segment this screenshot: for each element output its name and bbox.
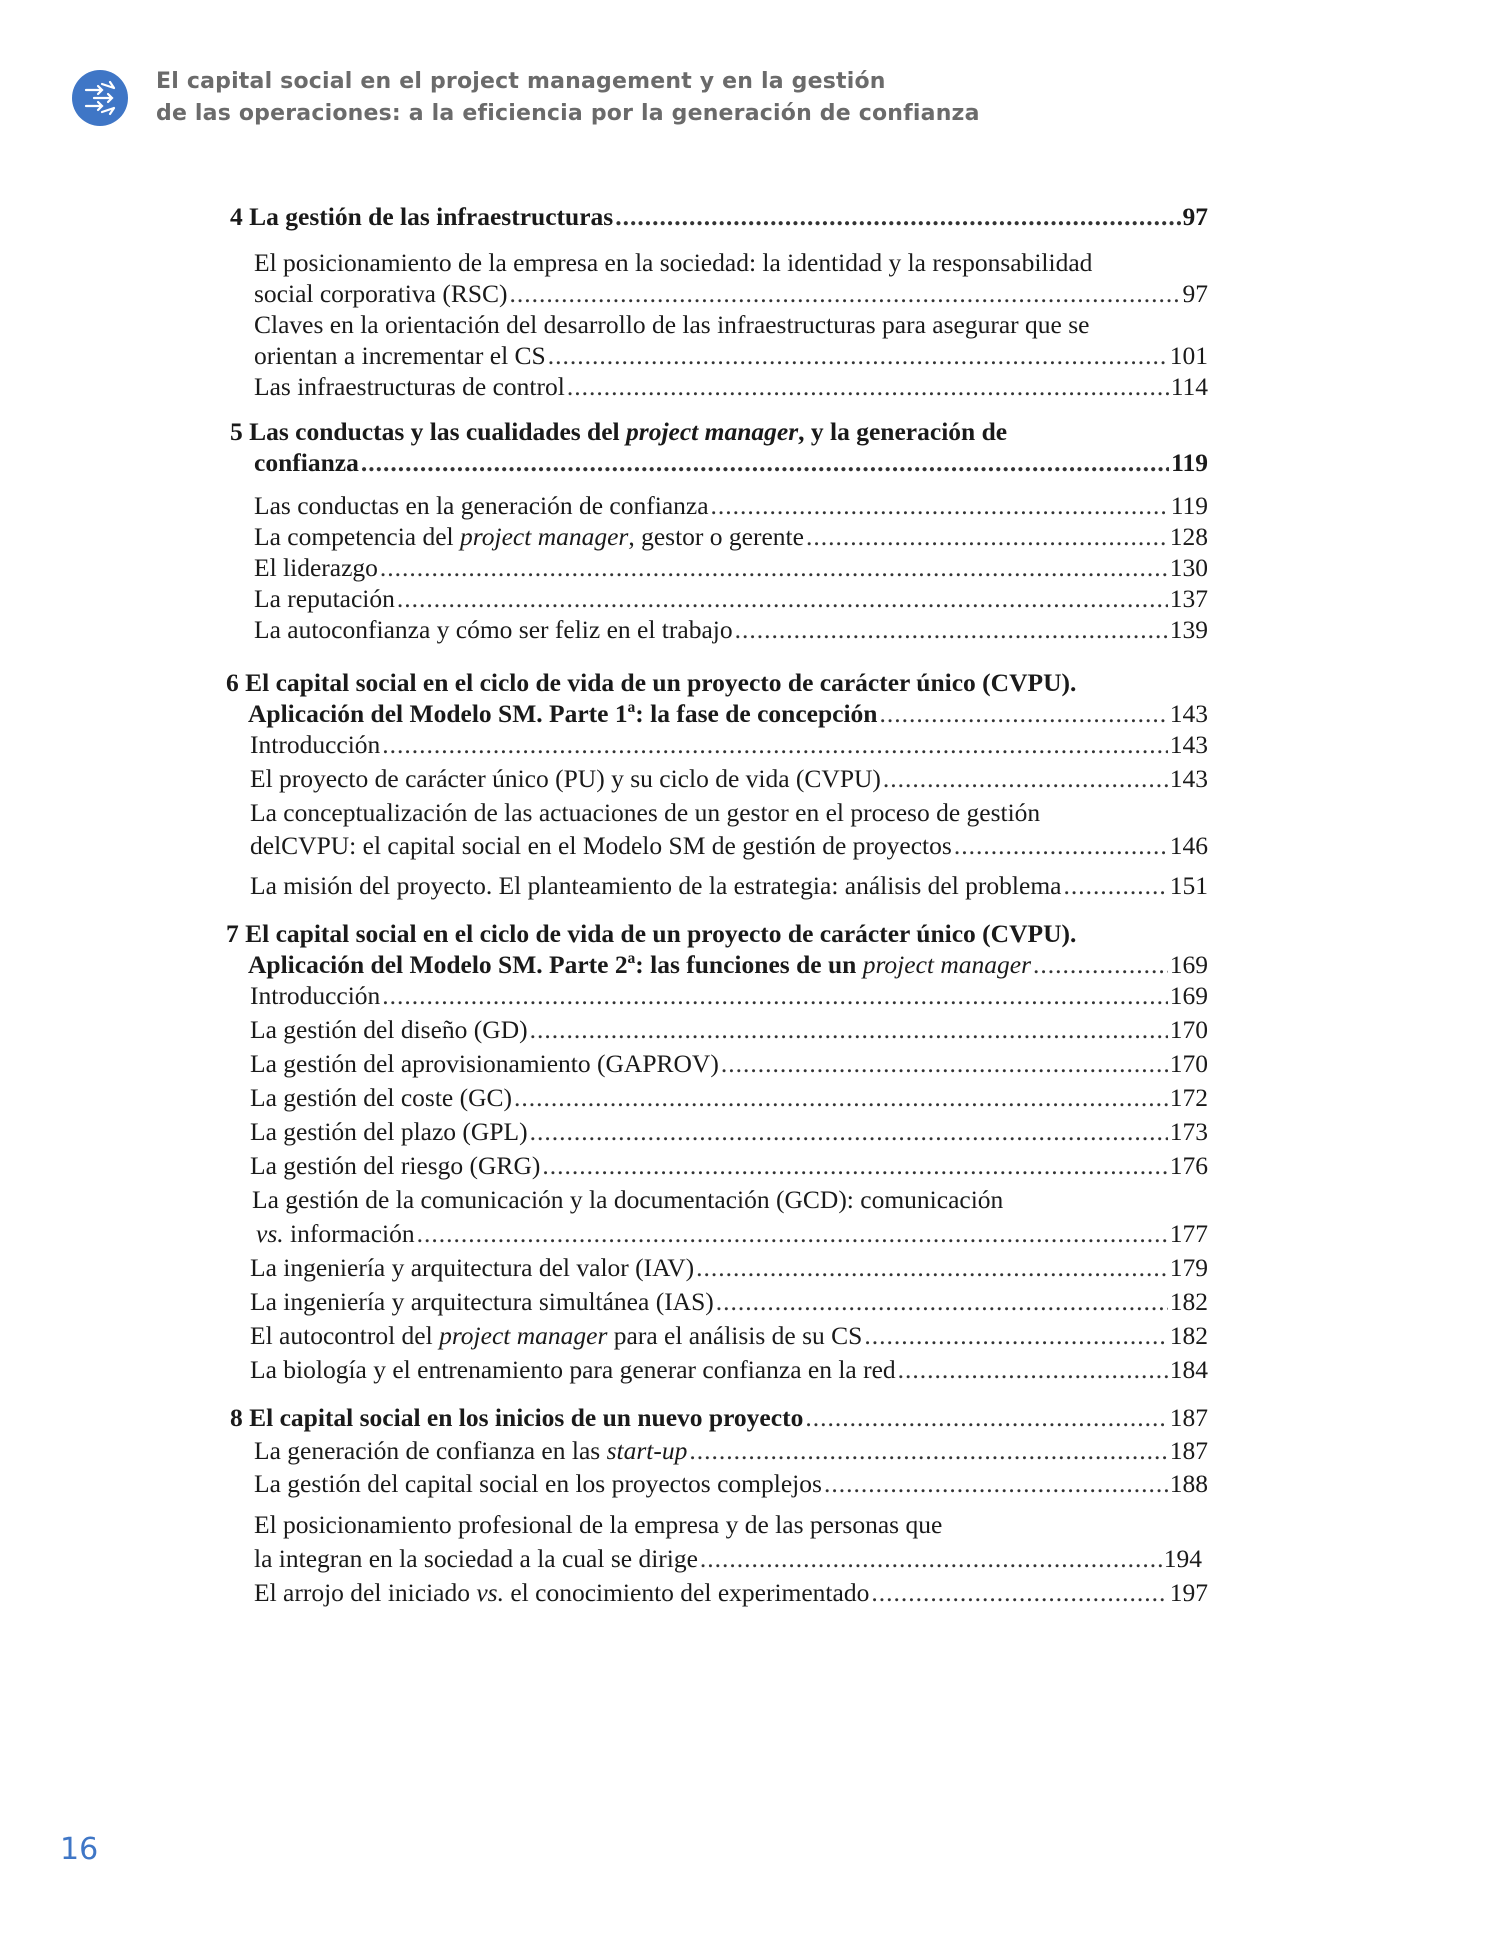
toc-page: 114: [1170, 372, 1208, 401]
toc-title-italic: start-up: [606, 1436, 688, 1465]
toc-page: 179: [1169, 1253, 1208, 1282]
toc-title-line: [256, 1219, 415, 1249]
toc-leader: [711, 491, 1169, 521]
toc-leader: [883, 764, 1168, 794]
toc-title: 4 La gestión de las infraestructuras: [230, 202, 614, 231]
toc-leader: [700, 1544, 1162, 1574]
toc-title-line: La conceptualización de las actuaciones de un gestor en el proceso de gestión: [250, 798, 1041, 827]
toc-entry[interactable]: [230, 1436, 1208, 1469]
toc-leader: [510, 279, 1181, 309]
toc-page: 139: [1169, 615, 1208, 644]
toc-leader: [1033, 950, 1168, 980]
toc-leader: [542, 1151, 1167, 1181]
toc-title: Las conductas en la generación de confianza: [254, 491, 709, 520]
toc-title: Introducción: [250, 730, 381, 759]
toc-leader: [721, 1049, 1168, 1079]
toc-page: 169: [1169, 950, 1208, 979]
toc-page: 188: [1169, 1469, 1208, 1498]
toc-entry[interactable]: [230, 248, 1208, 310]
toc-leader: [397, 584, 1168, 614]
toc-page: 182: [1169, 1321, 1208, 1350]
page-number: 16: [60, 1832, 99, 1867]
toc-title-italic: vs.: [476, 1578, 504, 1607]
toc-title-line: Claves en la orientación del desarrollo de las infraestructuras para asegurar que se: [254, 310, 1090, 339]
toc-title: [254, 1578, 869, 1608]
toc-title: La biología y el entrenamiento para generar confianza en la red: [250, 1355, 896, 1384]
toc-title: El proyecto de carácter único (PU) y su ciclo de vida (CVPU): [250, 764, 881, 793]
toc-page: 143: [1169, 730, 1208, 759]
toc-title-line: confianza: [254, 448, 359, 477]
toc-entry[interactable]: [230, 764, 1208, 798]
toc-chapter-7[interactable]: [226, 919, 1208, 981]
toc-entry[interactable]: [230, 798, 1208, 871]
toc-title-italic: vs.: [256, 1219, 284, 1248]
toc-title-line: orientan a incrementar el CS: [254, 341, 546, 370]
toc-leader: [382, 981, 1167, 1011]
toc-entry[interactable]: [230, 1321, 1208, 1355]
toc-leader: [871, 1578, 1167, 1608]
toc-title-part: La competencia del: [254, 522, 461, 551]
toc-entry[interactable]: [230, 1253, 1208, 1287]
toc-page: 177: [1169, 1219, 1208, 1248]
toc-title: La autoconfianza y cómo ser feliz en el trabajo: [254, 615, 733, 644]
toc-title-part: , gestor o gerente: [628, 522, 804, 551]
toc-leader: [879, 699, 1167, 729]
toc-entry[interactable]: [230, 1151, 1208, 1185]
toc-leader: [805, 1403, 1167, 1433]
toc-title: La gestión del aprovisionamiento (GAPROV): [250, 1049, 719, 1078]
arrows-circle-icon: [72, 70, 128, 126]
toc-title-italic: project manager: [862, 950, 1032, 979]
toc-entry[interactable]: [230, 491, 1208, 522]
toc-entry[interactable]: [230, 1287, 1208, 1321]
toc-entry[interactable]: [230, 1083, 1208, 1117]
toc-title-part: La generación de confianza en las: [254, 1436, 607, 1465]
toc-title-part: para el análisis de su CS: [607, 1321, 863, 1350]
toc-page: 128: [1169, 522, 1208, 551]
toc-leader: [735, 615, 1168, 645]
toc-page: 197: [1169, 1578, 1208, 1607]
toc-page: 169: [1169, 981, 1208, 1010]
toc-title-line: El posicionamiento profesional de la empresa y de las personas que: [254, 1510, 943, 1539]
toc-leader: [530, 1015, 1168, 1045]
toc-page: 151: [1169, 871, 1208, 900]
toc-title-line: La gestión de la comunicación y la documentación (GCD): comunicación: [252, 1185, 1004, 1214]
toc-leader: [864, 1321, 1167, 1351]
toc-leader: [380, 553, 1168, 583]
toc-title-part: El autocontrol del: [250, 1321, 440, 1350]
toc-entry[interactable]: [230, 1049, 1208, 1083]
toc-title-part: , y la generación de: [798, 417, 1008, 446]
toc-leader: [567, 372, 1169, 402]
toc-leader: [417, 1219, 1168, 1249]
toc-page: 173: [1169, 1117, 1208, 1146]
toc-title: [254, 522, 804, 552]
toc-title: La ingeniería y arquitectura del valor (IAV): [250, 1253, 695, 1282]
toc-entry[interactable]: [230, 1015, 1208, 1049]
toc-leader: [806, 522, 1168, 552]
toc-leader: [824, 1469, 1168, 1499]
toc-title: El liderazgo: [254, 553, 378, 582]
toc-entry[interactable]: [230, 522, 1208, 553]
toc-page: 172: [1169, 1083, 1208, 1112]
toc-title: La gestión del diseño (GD): [250, 1015, 528, 1044]
toc-title: Las infraestructuras de control: [254, 372, 565, 401]
header-line-2: de las operaciones: a la eficiencia por la generación de confianza: [156, 101, 980, 126]
toc-title-part: 5 Las conductas y las cualidades del: [230, 417, 627, 446]
toc-page: 146: [1169, 831, 1208, 860]
header-line-1: El capital social en el project management y en la gestión: [156, 69, 886, 94]
toc-title-italic: project manager: [460, 522, 629, 551]
toc-entry[interactable]: [230, 1469, 1208, 1502]
toc-leader: [689, 1436, 1167, 1466]
toc-title: La gestión del plazo (GPL): [250, 1117, 528, 1146]
toc-leader: [898, 1355, 1168, 1385]
toc-entry[interactable]: [230, 871, 1208, 903]
toc-entry[interactable]: [230, 981, 1208, 1015]
table-of-contents: [226, 202, 1208, 1612]
toc-title-part: El arrojo del iniciado: [254, 1578, 477, 1607]
toc-title: La ingeniería y arquitectura simultánea (IAS): [250, 1287, 714, 1316]
toc-page: 97: [1182, 202, 1208, 231]
toc-title: [250, 1321, 862, 1351]
toc-page: 187: [1169, 1436, 1208, 1465]
toc-entry[interactable]: [230, 553, 1208, 584]
toc-page: 187: [1169, 1403, 1208, 1432]
toc-entry[interactable]: [230, 615, 1208, 646]
toc-leader: [696, 1253, 1168, 1283]
logo: [72, 70, 128, 126]
toc-entry[interactable]: [230, 1117, 1208, 1151]
toc-entry[interactable]: [230, 730, 1208, 764]
toc-title: [254, 1436, 687, 1466]
toc-entry[interactable]: [230, 310, 1208, 372]
toc-title-line: la integran en la sociedad a la cual se dirige: [254, 1544, 698, 1573]
toc-entry[interactable]: [230, 584, 1208, 615]
toc-title: La reputación: [254, 584, 395, 613]
toc-leader: [361, 448, 1169, 478]
toc-title-line: social corporativa (RSC): [254, 279, 508, 308]
toc-page: 194: [1163, 1544, 1202, 1573]
toc-chapter-6[interactable]: [226, 668, 1208, 730]
toc-leader: [954, 831, 1168, 861]
toc-page: 101: [1169, 341, 1208, 370]
toc-page: 170: [1169, 1049, 1208, 1078]
toc-title-line: 7 El capital social en el ciclo de vida de un proyecto de carácter único (CVPU).: [226, 919, 1077, 948]
toc-title-italic: project manager: [626, 417, 799, 446]
toc-page: 119: [1171, 448, 1208, 477]
toc-leader: [1063, 871, 1167, 901]
toc-page: 130: [1169, 553, 1208, 582]
toc-entry[interactable]: [230, 1185, 1208, 1253]
toc-title: La misión del proyecto. El planteamiento de la estrategia: análisis del problema: [250, 871, 1062, 900]
toc-entry[interactable]: [230, 1510, 1208, 1578]
toc-title-line: El posicionamiento de la empresa en la sociedad: la identidad y la responsabilidad: [254, 248, 1093, 277]
toc-title-part: Aplicación del Modelo SM. Parte 2ª: las funciones de un: [248, 950, 863, 979]
toc-page: 176: [1169, 1151, 1208, 1180]
toc-title: La gestión del riesgo (GRG): [250, 1151, 541, 1180]
toc-title-italic: project manager: [439, 1321, 608, 1350]
toc-page: 182: [1169, 1287, 1208, 1316]
toc-chapter-5[interactable]: [230, 417, 1208, 479]
toc-chapter-8[interactable]: [230, 1403, 1208, 1436]
toc-title-line: Aplicación del Modelo SM. Parte 1ª: la fase de concepción: [248, 699, 878, 728]
toc-page: 184: [1169, 1355, 1208, 1384]
toc-page: 137: [1169, 584, 1208, 613]
toc-leader: [382, 730, 1167, 760]
toc-entry[interactable]: [230, 1355, 1208, 1389]
toc-leader: [716, 1287, 1168, 1317]
toc-page: 119: [1170, 491, 1208, 520]
toc-page: 143: [1169, 699, 1208, 728]
toc-title-line: [248, 950, 1031, 980]
toc-title-part: el conocimiento del experimentado: [503, 1578, 870, 1607]
toc-page: 97: [1182, 279, 1208, 308]
toc-title: Introducción: [250, 981, 381, 1010]
toc-leader: [514, 1083, 1168, 1113]
toc-page: 143: [1169, 764, 1208, 793]
toc-title-line: delCVPU: el capital social en el Modelo SM de gestión de proyectos: [250, 831, 952, 860]
toc-entry[interactable]: [230, 372, 1208, 403]
toc-page: 170: [1169, 1015, 1208, 1044]
toc-leader: [530, 1117, 1168, 1147]
toc-title: La gestión del capital social en los proyectos complejos: [254, 1469, 822, 1498]
toc-entry[interactable]: [230, 1578, 1208, 1612]
running-header: [72, 62, 1072, 142]
toc-leader: [615, 202, 1180, 232]
toc-leader: [548, 341, 1168, 371]
toc-chapter-4[interactable]: [230, 202, 1208, 236]
toc-title-part: información: [283, 1219, 415, 1248]
toc-title: 8 El capital social en los inicios de un nuevo proyecto: [230, 1403, 804, 1432]
toc-title: La gestión del coste (GC): [250, 1083, 513, 1112]
header-title: [156, 66, 980, 130]
toc-title-line: 6 El capital social en el ciclo de vida de un proyecto de carácter único (CVPU).: [226, 668, 1077, 697]
